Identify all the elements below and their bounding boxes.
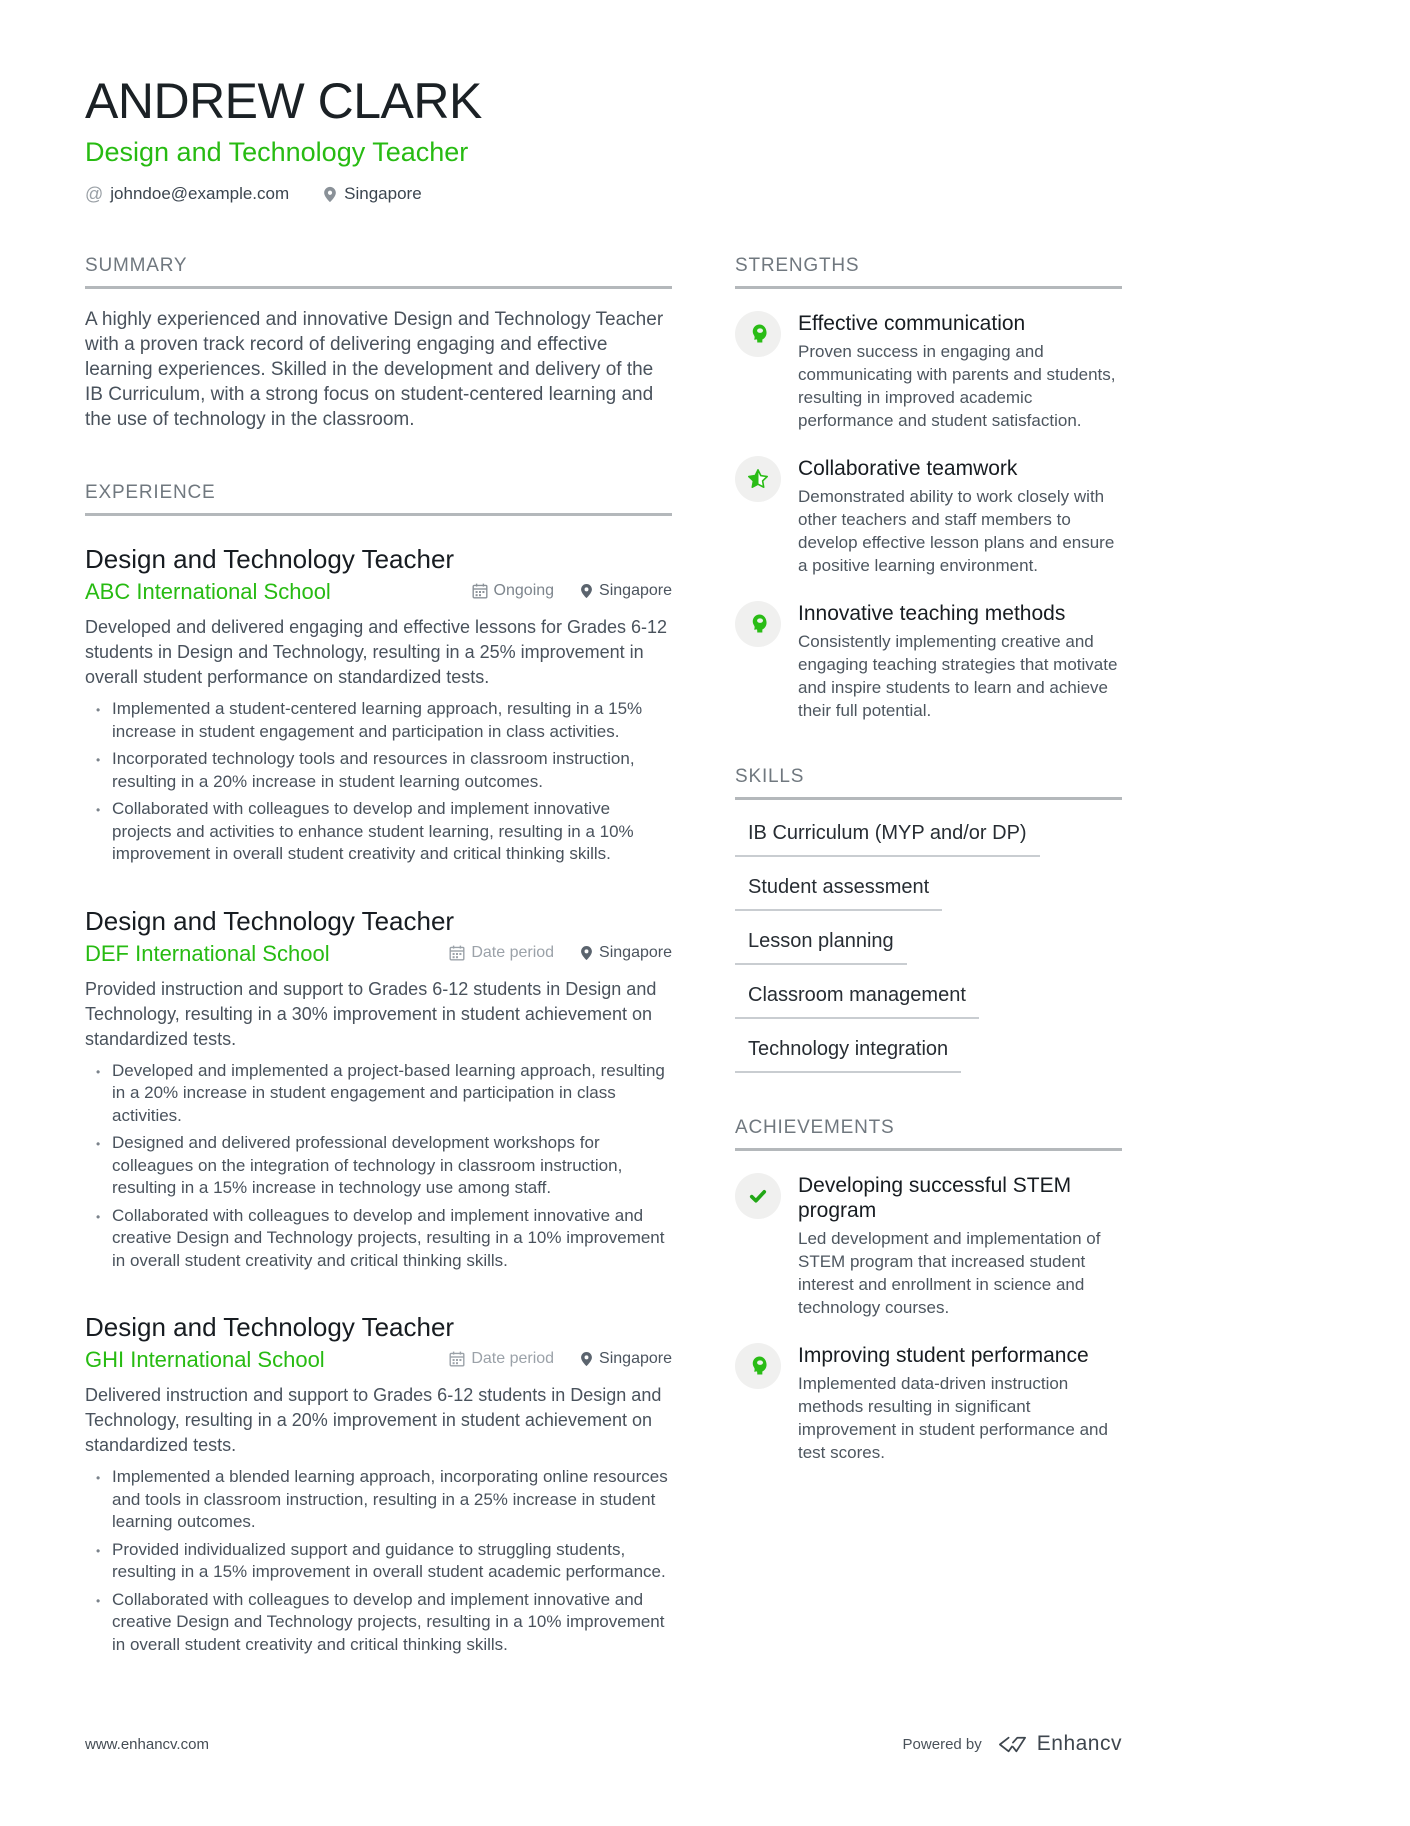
enhancv-brand[interactable] — [996, 1732, 1122, 1756]
website-link[interactable]: www.enhancv.com — [85, 1735, 209, 1753]
experience-heading: EXPERIENCE — [85, 482, 672, 516]
job-bullet: • Provided individualized support and guidance to struggling students, resulting in a 15% improvement in overall student academic performance. — [112, 1539, 672, 1584]
location-pin-icon — [580, 1351, 593, 1367]
achievement-body — [798, 1343, 1122, 1464]
job-location — [580, 944, 672, 962]
job-title: Design and Technology Teacher — [85, 543, 455, 574]
achievements-heading: ACHIEVEMENTS — [735, 1117, 1122, 1151]
achievements-list — [735, 1173, 1122, 1464]
job-period-text: Date period — [471, 943, 555, 961]
job-bullet: • Implemented a student-centered learning approach, resulting in a 15% increase in student engagement and participation in class activities. — [112, 698, 672, 743]
summary-section — [85, 255, 672, 432]
email-text[interactable]: johndoe@example.com — [110, 184, 290, 204]
job-entry — [85, 1312, 672, 1656]
achievement-body — [798, 1173, 1122, 1319]
job-bullet-list — [85, 1060, 672, 1273]
achievements-section — [735, 1117, 1122, 1464]
strengths-heading: STRENGTHS — [735, 255, 1122, 289]
skill-item: Technology integration — [735, 1032, 961, 1073]
achievement-title: Improving student performance — [798, 1343, 1089, 1367]
head-brain-icon — [735, 311, 781, 357]
job-period-text: Date period — [471, 1350, 555, 1368]
powered-by-label: Powered by — [902, 1735, 982, 1753]
job-title: Design and Technology Teacher — [85, 905, 455, 936]
skills-heading: SKILLS — [735, 766, 1122, 800]
job-description: Delivered instruction and support to Grades 6-12 students in Design and Technology, resulting in a 20% improvement in student achievement on standardized tests. — [85, 1385, 662, 1456]
strengths-list — [735, 311, 1122, 722]
strength-body — [798, 311, 1122, 432]
strength-text: Consistently implementing creative and engaging teaching strategies that motivate and inspire students to learn and achieve their full potential. — [798, 631, 1118, 720]
resume-header — [85, 75, 1122, 205]
strength-text: Proven success in engaging and communicating with parents and students, resulting in improved academic performance and student satisfaction. — [798, 341, 1116, 430]
job-location — [580, 582, 672, 600]
powered-by-group — [903, 1732, 1122, 1756]
check-icon — [735, 1173, 781, 1219]
job-location — [580, 1350, 672, 1368]
job-period — [472, 582, 555, 600]
strength-body — [798, 601, 1122, 722]
calendar-icon — [472, 583, 488, 599]
head-brain-icon — [735, 1343, 781, 1389]
email-contact — [85, 184, 289, 205]
location-text: Singapore — [344, 184, 422, 204]
skills-list — [735, 816, 1122, 1073]
location-contact — [323, 184, 422, 204]
job-location-text: Singapore — [599, 943, 672, 961]
achievement-item — [735, 1343, 1122, 1464]
strength-title: Collaborative teamwork — [798, 456, 1018, 480]
achievement-text: Led development and implementation of STEM program that increased student interest and enrollment in science and technology courses. — [798, 1228, 1101, 1317]
job-meta — [449, 944, 672, 962]
job-title: Design and Technology Teacher — [85, 1312, 455, 1343]
at-icon: @ — [85, 183, 104, 204]
calendar-icon — [449, 945, 465, 961]
person-name: ANDREW CLARK — [85, 73, 482, 129]
summary-text: A highly experienced and innovative Design and Technology Teacher with a proven track record of delivering engaging and effective learning experiences. Skilled in the development and delivery of the IB Curriculum, with a strong focus on student-centered learning and the use of technology in the classroom. — [85, 308, 664, 430]
skill-item: Student assessment — [735, 870, 942, 911]
job-bullet: • Designed and delivered professional development workshops for colleagues on the integration of technology in classroom instruction, resulting in a 15% increase in technology use among staff. — [112, 1132, 672, 1200]
strength-title: Effective communication — [798, 311, 1026, 335]
job-bullet: • Collaborated with colleagues to develop and implement innovative and creative Design and Technology projects, resulting in a 10% improvement in overall student creativity and critical thinking skills. — [112, 1589, 672, 1657]
job-meta — [449, 1350, 672, 1368]
job-bullet: • Developed and implemented a project-based learning approach, resulting in a 20% increase in student engagement and participation in class activities. — [112, 1060, 672, 1128]
page-footer — [85, 1732, 1122, 1756]
achievement-title: Developing successful STEM program — [798, 1173, 1072, 1222]
company-name: ABC International School — [85, 579, 331, 605]
skill-item: IB Curriculum (MYP and/or DP) — [735, 816, 1040, 857]
job-entry — [85, 906, 672, 1273]
right-column — [735, 255, 1122, 1662]
head-brain-icon — [735, 601, 781, 647]
strength-text: Demonstrated ability to work closely with other teachers and staff members to develop effective lesson plans and ensure a positive learning environment. — [798, 486, 1115, 575]
location-pin-icon — [323, 186, 337, 203]
job-bullet-list — [85, 1466, 672, 1656]
job-location-text: Singapore — [599, 1350, 672, 1368]
left-column — [85, 255, 672, 1662]
content-columns — [85, 255, 1122, 1662]
contact-row — [85, 184, 1122, 205]
company-name: DEF International School — [85, 940, 330, 966]
job-meta — [472, 582, 672, 600]
job-entry — [85, 544, 672, 866]
location-pin-icon — [580, 583, 593, 599]
job-period — [449, 1350, 554, 1368]
strength-body — [798, 456, 1122, 577]
summary-heading: SUMMARY — [85, 255, 672, 289]
job-period — [449, 944, 554, 962]
job-bullet: • Implemented a blended learning approach, incorporating online resources and tools in classroom instruction, resulting in a 25% increase in student learning outcomes. — [112, 1466, 672, 1534]
experience-section — [85, 482, 672, 1657]
job-bullet: • Collaborated with colleagues to develop and implement innovative projects and activities to enhance student learning, resulting in a 10% improvement in overall student creativity and critical thinking skills. — [112, 798, 672, 866]
job-subheader — [85, 1347, 672, 1373]
strength-item — [735, 601, 1122, 722]
job-bullet: • Collaborated with colleagues to develop and implement innovative and creative Design and Technology projects, resulting in a 10% improvement in overall student creativity and critical thinking skills. — [112, 1205, 672, 1273]
star-icon — [735, 456, 781, 502]
brand-name: Enhancv — [1036, 1732, 1122, 1755]
job-location-text: Singapore — [599, 582, 672, 600]
skill-item: Lesson planning — [735, 924, 907, 965]
strengths-section — [735, 255, 1122, 722]
company-name: GHI International School — [85, 1347, 325, 1373]
strength-item — [735, 311, 1122, 432]
strength-title: Innovative teaching methods — [798, 601, 1066, 625]
enhancv-logo-icon — [996, 1734, 1029, 1755]
strength-item — [735, 456, 1122, 577]
achievement-item — [735, 1173, 1122, 1319]
achievement-text: Implemented data-driven instruction methods resulting in significant improvement in student performance and test scores. — [798, 1373, 1108, 1462]
job-subheader — [85, 579, 672, 605]
calendar-icon — [449, 1351, 465, 1367]
job-bullet-list — [85, 698, 672, 866]
skill-item: Classroom management — [735, 978, 979, 1019]
job-subheader — [85, 941, 672, 967]
job-description: Developed and delivered engaging and effective lessons for Grades 6-12 students in Design and Technology, resulting in a 25% improvement in overall student performance on standardized tests. — [85, 617, 668, 688]
job-period-text: Ongoing — [493, 582, 555, 600]
job-description: Provided instruction and support to Grades 6-12 students in Design and Technology, resulting in a 30% improvement in student achievement on standardized tests. — [85, 978, 657, 1049]
location-pin-icon — [580, 945, 593, 961]
job-bullet: • Incorporated technology tools and resources in classroom instruction, resulting in a 20% increase in student learning outcomes. — [112, 748, 672, 793]
person-title: Design and Technology Teacher — [85, 136, 469, 167]
skills-section — [735, 766, 1122, 1073]
